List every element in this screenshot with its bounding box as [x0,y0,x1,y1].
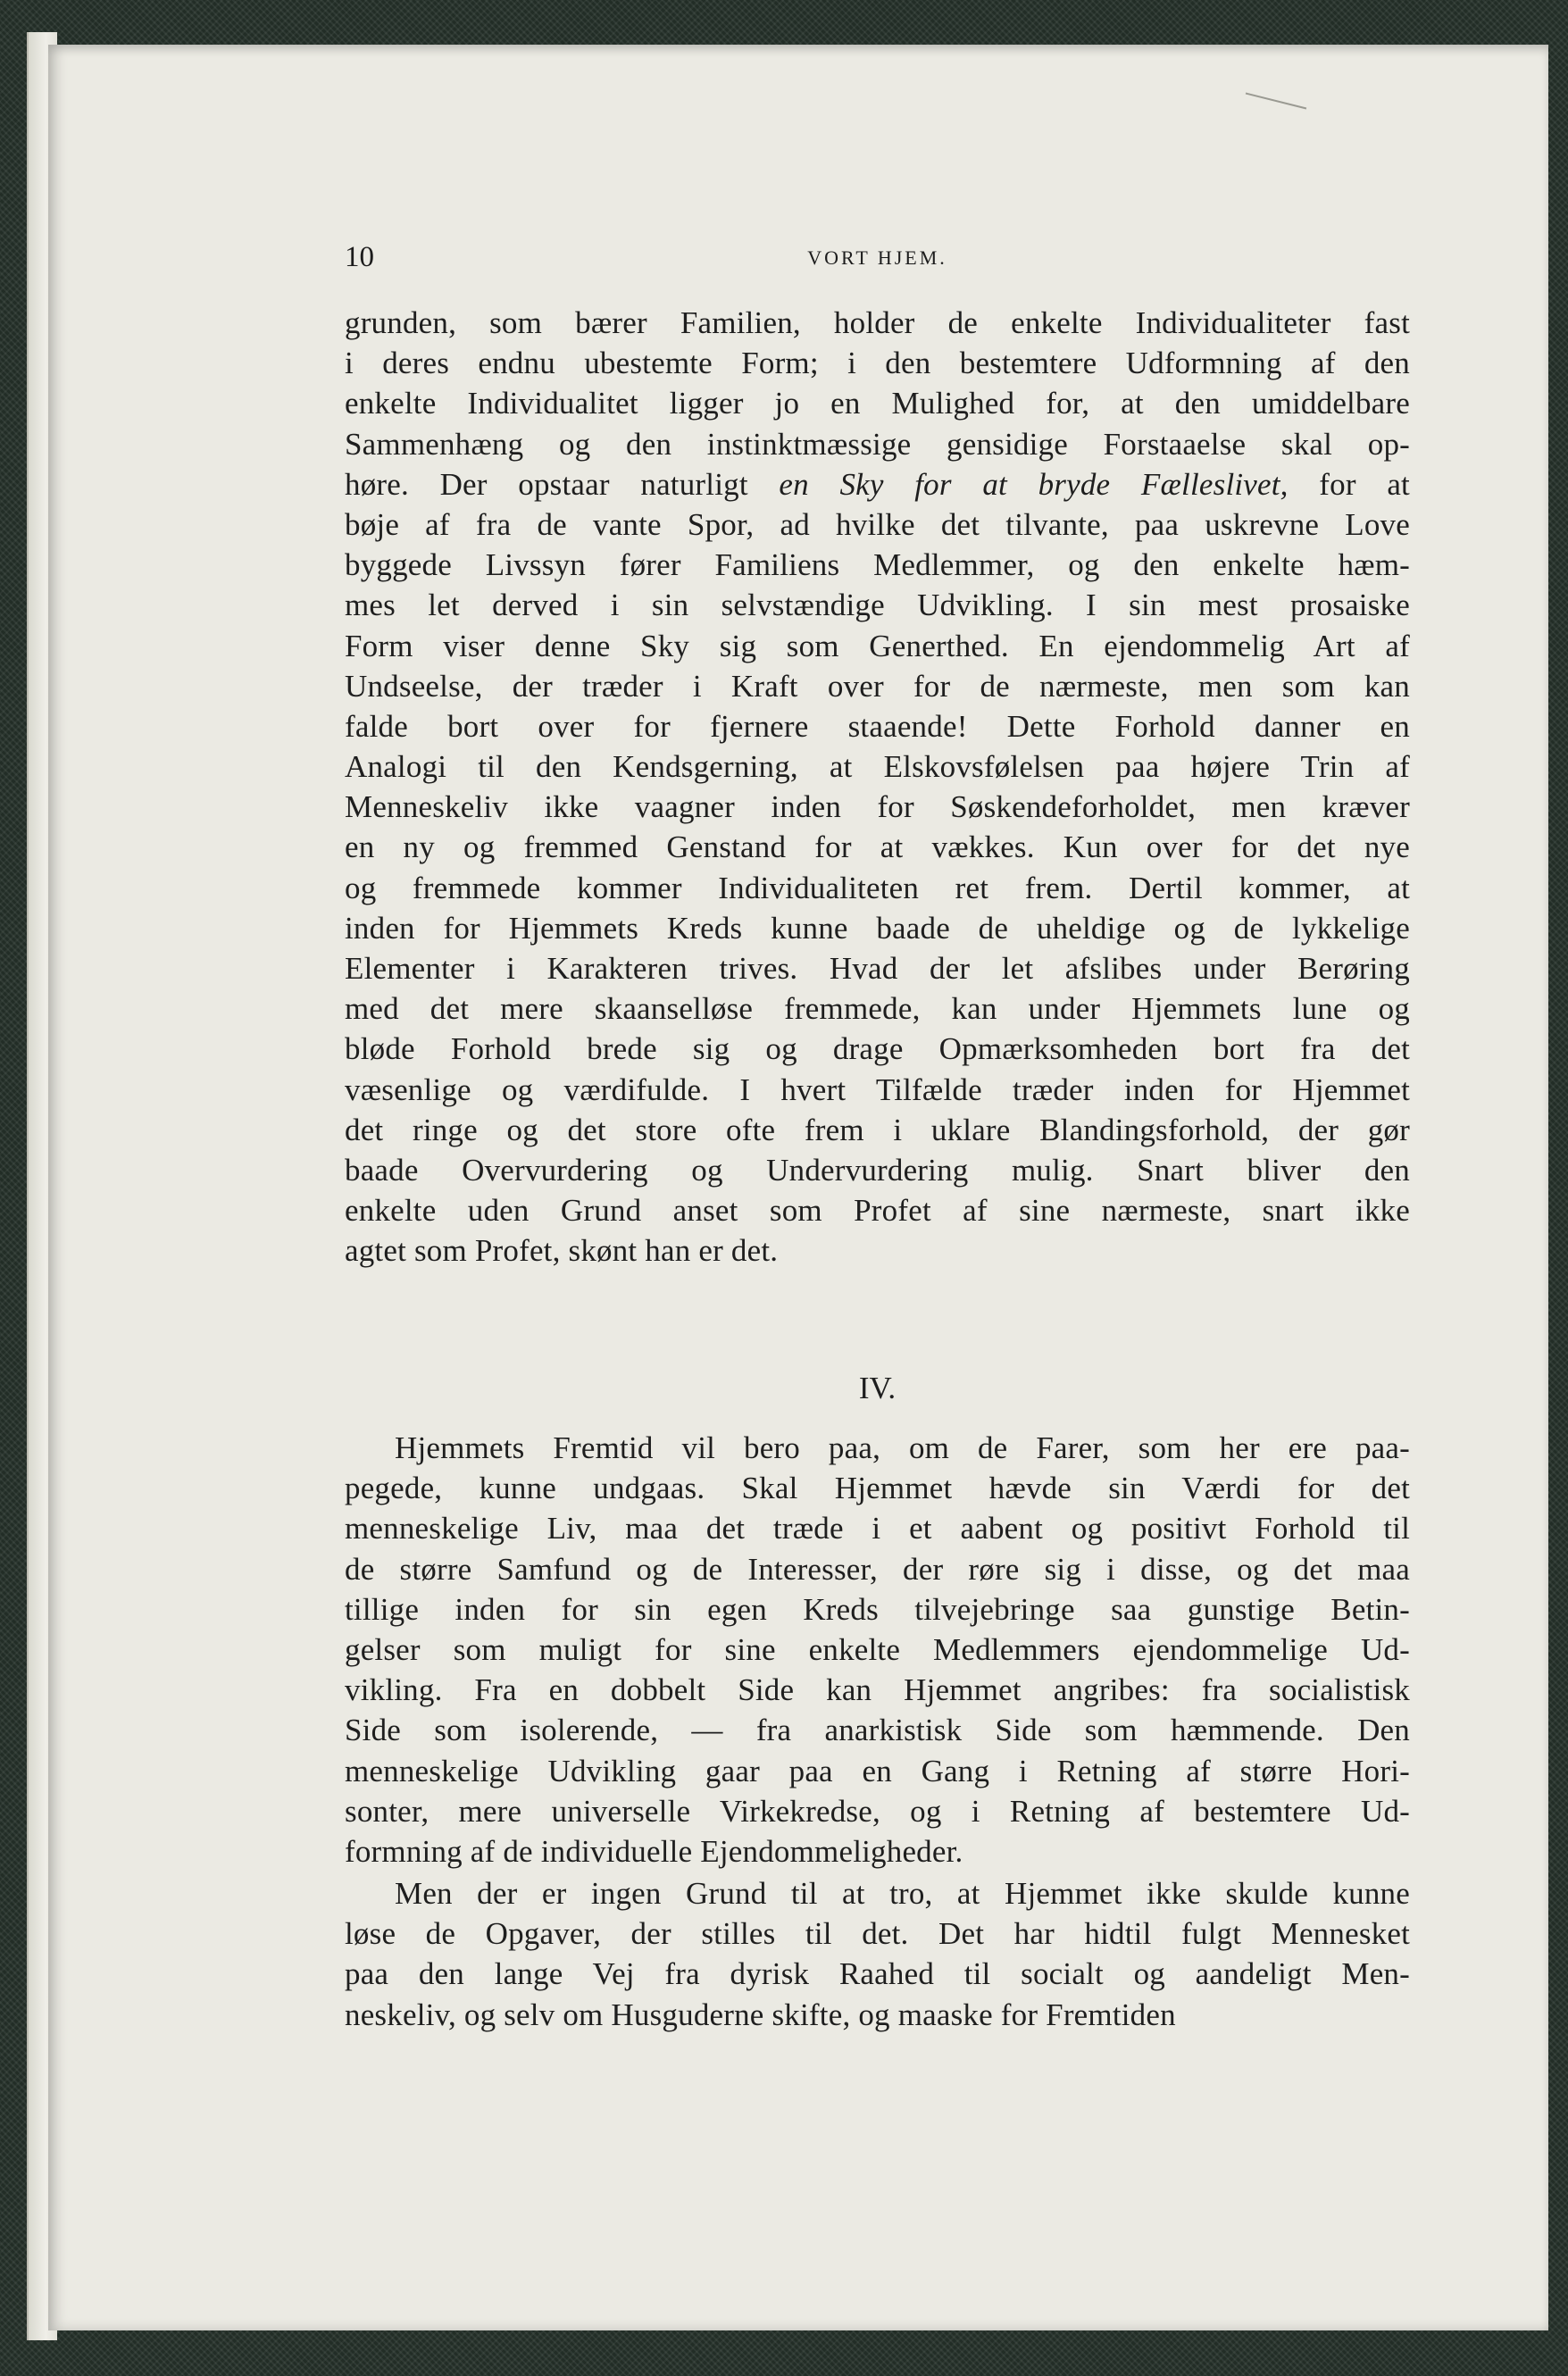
text-line: Side som isolerende, — fra anarkistisk Side som hæmmende. Den [345,1713,1410,1748]
text-line: det ringe og det store ofte frem i uklare Blandingsforhold, der gør [345,1112,1410,1147]
text-line: Sammenhæng og den instinktmæssige gensidige Forstaaelse skal op- [345,426,1410,462]
text-line: menneskelige Liv, maa det træde i et aabent og positivt Forhold til [345,1511,1410,1546]
paragraph-3 [345,1873,1410,2035]
section-heading: IV. [858,1371,897,1405]
text-line: formning af de individuelle Ejendommeligheder. [345,1833,963,1869]
text-line: enkelte Individualitet ligger jo en Mulighed for, at den umiddelbare [345,386,1410,421]
text-line: agtet som Profet, skønt han er det. [345,1233,779,1269]
text-line: Form viser denne Sky sig som Generthed. En ejendommelig Art af [345,628,1410,663]
text-line: væsenlige og værdifulde. I hvert Tilfælde træder inden for Hjemmet [345,1071,1410,1107]
text-line: de større Samfund og de Interesser, der røre sig i disse, og det maa [345,1551,1410,1587]
text-line: Hjemmets Fremtid vil bero paa, om de Farer, som her ere paa- [395,1430,1410,1465]
text-line: sonter, mere universelle Virkekredse, og i Retning af bestemtere Ud- [345,1793,1410,1829]
text-line: pegede, kunne undgaas. Skal Hjemmet hævde sin Værdi for det [345,1471,1410,1506]
paragraph-2 [345,1428,1410,1872]
text-line: vikling. Fra en dobbelt Side kan Hjemmet angribes: fra socialistisk [345,1672,1410,1708]
text-line: neskeliv, og selv om Husguderne skifte, og maaske for Fremtiden [345,1997,1176,2032]
text-line: inden for Hjemmets Kreds kunne baade de uheldige og de lykkelige [345,910,1410,946]
text-line: tillige inden for sin egen Kreds tilvejebringe saa gunstige Betin- [345,1591,1410,1627]
text-line: med det mere skaanselløse fremmede, kan under Hjemmets lune og [345,991,1410,1027]
text-line: bløde Forhold brede sig og drage Opmærksomheden bort fra det [345,1031,1410,1067]
text-line: Menneskeliv ikke vaagner inden for Søskendeforholdet, men kræver [345,789,1410,825]
italic-emphasis: en Sky for at bryde Fælleslivet, [779,466,1289,502]
text-line: i deres endnu ubestemte Form; i den bestemtere Udformning af den [345,346,1410,381]
text-line: menneskelige Udvikling gaar paa en Gang i Retning af større Hori- [345,1753,1410,1788]
text-line: og fremmede kommer Individualiteten ret frem. Dertil kommer, at [345,870,1410,905]
text-line: Men der er ingen Grund til at tro, at Hjemmet ikke skulde kunne [395,1876,1410,1911]
text-line: høre. Der opstaar naturligt en Sky for at bryde Fælleslivet, for at [345,466,1410,502]
text-line: gelser som muligt for sine enkelte Medlemmers ejendommelige Ud- [345,1631,1410,1667]
text-line: enkelte uden Grund anset som Profet af sine nærmeste, snart ikke [345,1193,1410,1229]
text-line: Elementer i Karakteren trives. Hvad der let afslibes under Berøring [345,951,1410,986]
text-line: løse de Opgaver, der stilles til det. Det har hidtil fulgt Mennesket [345,1916,1410,1952]
text-line: mes let derved i sin selvstændige Udvikling. I sin mest prosaiske [345,588,1410,623]
text-line: falde bort over for fjernere staaende! Dette Forhold danner en [345,708,1410,744]
paragraph-1 [345,303,1410,1271]
text-line: bøje af fra de vante Spor, ad hvilke det tilvante, paa uskrevne Love [345,506,1410,542]
paper-mark [1246,93,1306,110]
running-title: VORT HJEM. [807,246,947,269]
text-line: Analogi til den Kendsgerning, at Elskovsfølelsen paa højere Trin af [345,749,1410,785]
text-line: Undseelse, der træder i Kraft over for de nærmeste, men som kan [345,668,1410,704]
text-line: en ny og fremmed Genstand for at vækkes. Kun over for det nye [345,830,1410,865]
page-header [345,239,1410,275]
page-number: 10 [345,241,374,273]
text-line: grunden, som bærer Familien, holder de enkelte Individualiteter fast [345,305,1410,340]
text-line: baade Overvurdering og Undervurdering mulig. Snart bliver den [345,1152,1410,1188]
text-line: byggede Livssyn fører Familiens Medlemmer, og den enkelte hæm- [345,547,1410,583]
text-line: paa den lange Vej fra dyrisk Raahed til socialt og aandeligt Men- [345,1956,1410,1992]
